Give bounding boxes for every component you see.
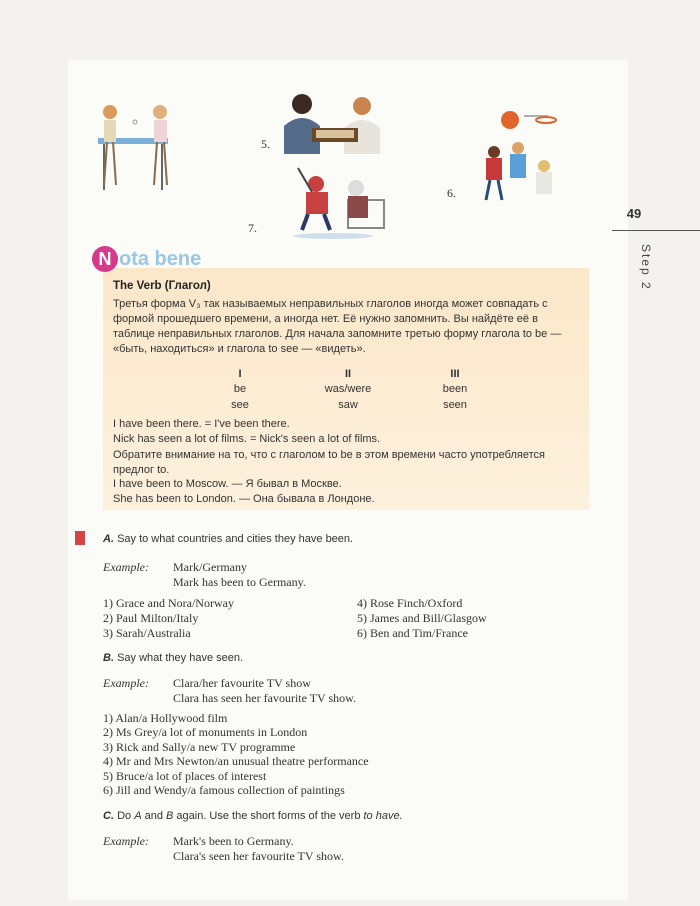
table-header-3: III (450, 368, 460, 380)
task-a-item: 3) Sarah/Australia (103, 626, 191, 640)
task-b-heading (103, 652, 243, 664)
task-c-verb: to have. (363, 810, 403, 822)
picture-number-6: 6. (447, 186, 456, 200)
task-b-item: 2) Ms Grey/a lot of monuments in London (103, 725, 308, 739)
task-c-example-2: Clara's seen her favourite TV show. (173, 849, 344, 863)
task-c-heading (103, 810, 403, 822)
task-a-item: 2) Paul Milton/Italy (103, 611, 199, 625)
task-a-example-answer: Mark has been to Germany. (173, 575, 306, 589)
task-b-item: 3) Rick and Sally/a new TV programme (103, 740, 296, 754)
nota-bene-logo (92, 246, 201, 276)
ice-hockey-illustration (278, 160, 393, 240)
nota-note: Обратите внимание на то, что с глаголом to be в этом времени часто употребляется предлог to. (113, 449, 545, 476)
task-b-item: 5) Bruce/a lot of places of interest (103, 769, 267, 783)
task-a-instruction: Say to what countries and cities they have been. (117, 533, 354, 545)
task-a-item: 4) Rose Finch/Oxford (357, 596, 463, 610)
exercise-marker (75, 531, 85, 545)
picture-number-5: 5. (261, 137, 270, 151)
table-cell: saw (338, 399, 358, 411)
table-cell: was/were (324, 383, 372, 395)
task-c-text: and (141, 810, 166, 822)
task-c-text: again. Use the short forms of the verb (173, 810, 364, 822)
page-number: 49 (626, 206, 642, 221)
table-cell: been (442, 383, 468, 395)
task-b-instruction: Say what they have seen. (117, 652, 244, 664)
nota-bene-paragraph: Третья форма V₃ так называемых неправильных глаголов иногда может совпадать с формой прошедшего времени, а иногда нет. Её нужно запомнить. Вы найдёте её в таблице неправильных глаголов. Для начала запомните третью форму глагола to be — «быть, находиться» и глагола to see — «видеть». (113, 298, 562, 355)
task-a-letter: A. (103, 533, 114, 545)
task-a-example-cue: Mark/Germany (173, 560, 247, 574)
task-b-letter: B. (103, 652, 114, 664)
table-cell: be (233, 383, 247, 395)
nota-example-2: Nick has seen a lot of films. = Nick's seen a lot of films. (113, 433, 381, 445)
task-c-letter: C. (103, 810, 114, 822)
table-cell: see (231, 399, 249, 411)
task-c-text: Do (117, 810, 135, 822)
task-b-item: 1) Alan/a Hollywood film (103, 711, 228, 725)
table-tennis-illustration (80, 100, 195, 200)
task-b-item: 6) Jill and Wendy/a famous collection of paintings (103, 783, 345, 797)
task-a-item: 5) James and Bill/Glasgow (357, 611, 487, 625)
task-c-example-label: Example: (103, 834, 149, 848)
step-label: Step 2 (639, 244, 653, 291)
task-a-heading (103, 533, 353, 545)
task-a-item: 1) Grace and Nora/Norway (103, 596, 234, 610)
task-a-example-label: Example: (103, 560, 149, 574)
table-header-1: I (238, 368, 242, 380)
nota-bene-initial: N (92, 246, 118, 272)
task-b-item: 4) Mr and Mrs Newton/an unusual theatre performance (103, 754, 369, 768)
picture-number-7: 7. (248, 221, 257, 235)
task-c-ref-b: B (166, 810, 174, 822)
nota-example-3: I have been to Moscow. — Я бывал в Москве. (113, 478, 342, 490)
nota-example-1: I have been there. = I've been there. (113, 418, 290, 430)
task-b-example-answer: Clara has seen her favourite TV show. (173, 691, 357, 705)
table-header-2: II (344, 368, 352, 380)
task-c-ref-a: A (134, 810, 142, 822)
task-c-example-1: Mark's been to Germany. (173, 834, 294, 848)
task-b-example-label: Example: (103, 676, 149, 690)
task-b-example-cue: Clara/her favourite TV show (173, 676, 311, 690)
nota-example-4: She has been to London. — Она бывала в Лондоне. (113, 493, 375, 505)
nota-bene-logo-text: ota bene (119, 248, 202, 270)
table-cell: seen (443, 399, 467, 411)
nota-bene-title: The Verb (Глагол) (113, 280, 211, 292)
basketball-illustration (466, 108, 576, 203)
chess-illustration (278, 90, 393, 160)
page-number-rule (612, 230, 700, 231)
task-a-item: 6) Ben and Tim/France (357, 626, 468, 640)
